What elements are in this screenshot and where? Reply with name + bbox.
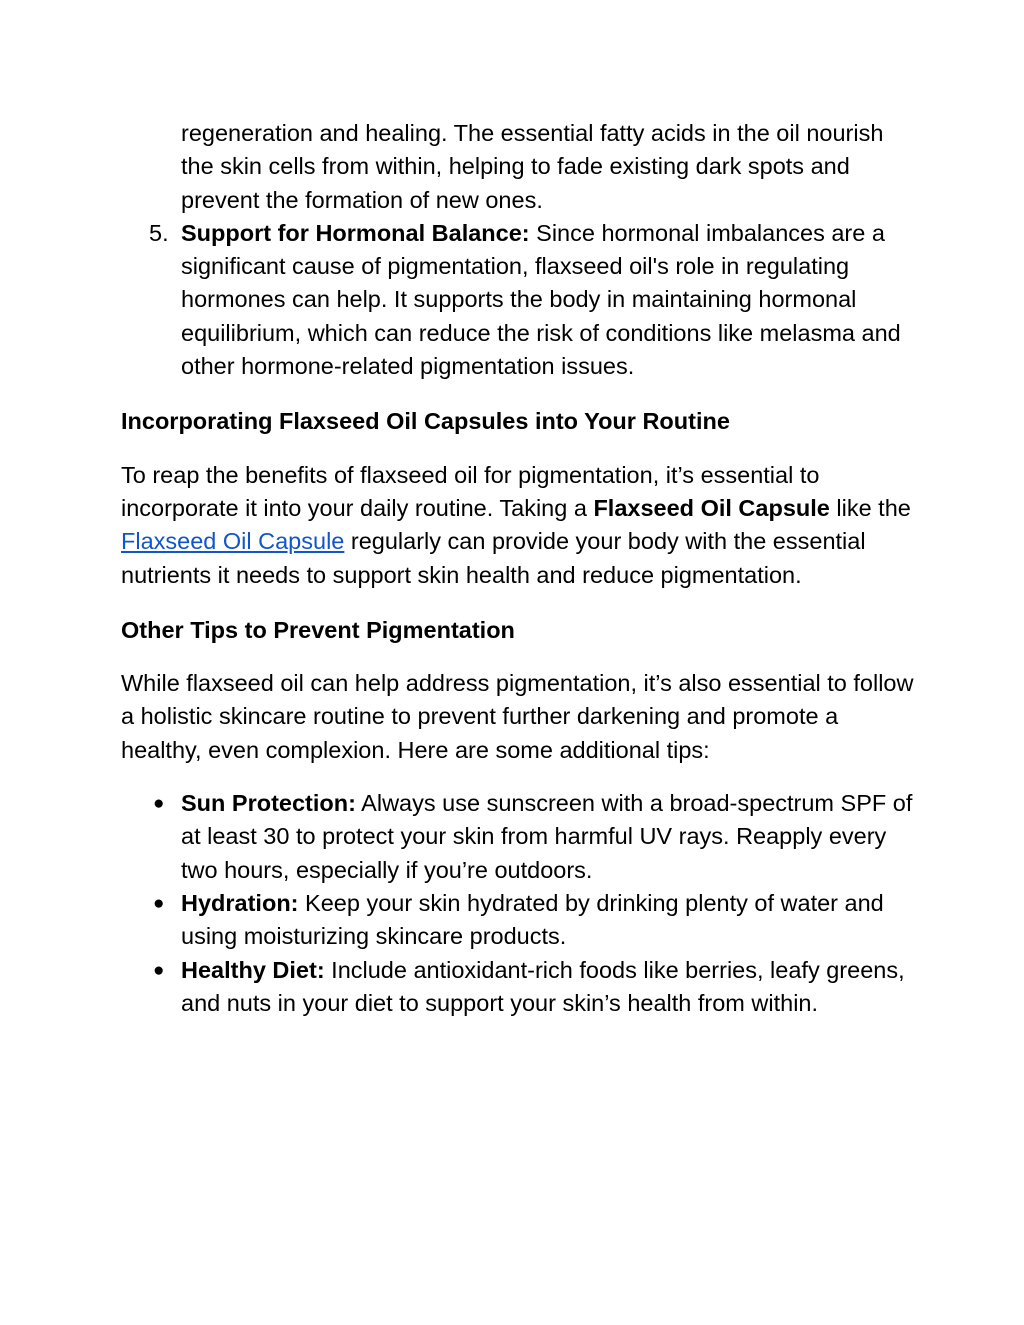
paragraph-text: regularly can provide your body with the essential nutrients it needs to support skin health and reduce pigmentation. — [121, 528, 866, 588]
list-item-continuation — [121, 117, 921, 217]
bullet-item-text: Keep your skin hydrated by drinking plenty of water and using moisturizing skincare products. — [181, 889, 884, 950]
bullet-icon: ● — [153, 793, 165, 815]
bullet-item-text: Always use sunscreen with a broad-spectrum SPF of at least 30 to protect your skin from harmful UV rays. Reapply every two hours, especially if you’re outdoors. — [181, 790, 913, 883]
list-item-title: Support for Hormonal Balance: — [181, 219, 530, 246]
bullet-list-item — [121, 887, 921, 954]
paragraph-text: To reap the benefits of flaxseed oil for pigmentation, it’s essential to incorporate it into your daily routine. Taking a — [121, 461, 820, 521]
list-item-text: Since hormonal imbalances are a significant cause of pigmentation, flaxseed oil's role in regulating hormones can help. It supports the body in maintaining hormonal equilibrium, which can reduce the risk of conditions like melasma and other hormone-related pigmentation issues. — [181, 219, 901, 380]
bullet-item-text: Include antioxidant-rich foods like berries, leafy greens, and nuts in your diet to support your skin’s health from within. — [181, 956, 905, 1016]
bullet-item-title: Hydration: — [181, 889, 299, 916]
bullet-item-title: Sun Protection: — [181, 790, 356, 817]
bullet-list-item — [121, 954, 921, 1021]
list-item-text: regeneration and healing. The essential fatty acids in the oil nourish the skin cells from within, helping to fade existing dark spots and prevent the formation of new ones. — [181, 120, 884, 213]
bullet-icon: ● — [153, 959, 165, 981]
bullet-icon: ● — [153, 892, 165, 914]
section-heading-routine: Incorporating Flaxseed Oil Capsules into Your Routine — [121, 408, 730, 435]
bullet-item-title: Healthy Diet: — [181, 956, 325, 983]
document-page — [121, 117, 921, 1020]
numbered-list-item — [121, 217, 921, 383]
tips-intro-paragraph: While flaxseed oil can help address pigmentation, it’s also essential to follow a holistic skincare routine to prevent further darkening and promote a healthy, even complexion. Here are some additional tips: — [121, 670, 914, 763]
routine-paragraph — [121, 459, 921, 592]
product-name-bold: Flaxseed Oil Capsule — [593, 494, 830, 521]
bullet-list-item — [121, 787, 921, 887]
tips-list — [121, 787, 921, 1020]
section-heading-tips: Other Tips to Prevent Pigmentation — [121, 616, 515, 643]
list-number: 5. — [149, 219, 169, 246]
product-link[interactable]: Flaxseed Oil Capsule — [121, 528, 345, 555]
paragraph-text: like the — [829, 494, 911, 521]
